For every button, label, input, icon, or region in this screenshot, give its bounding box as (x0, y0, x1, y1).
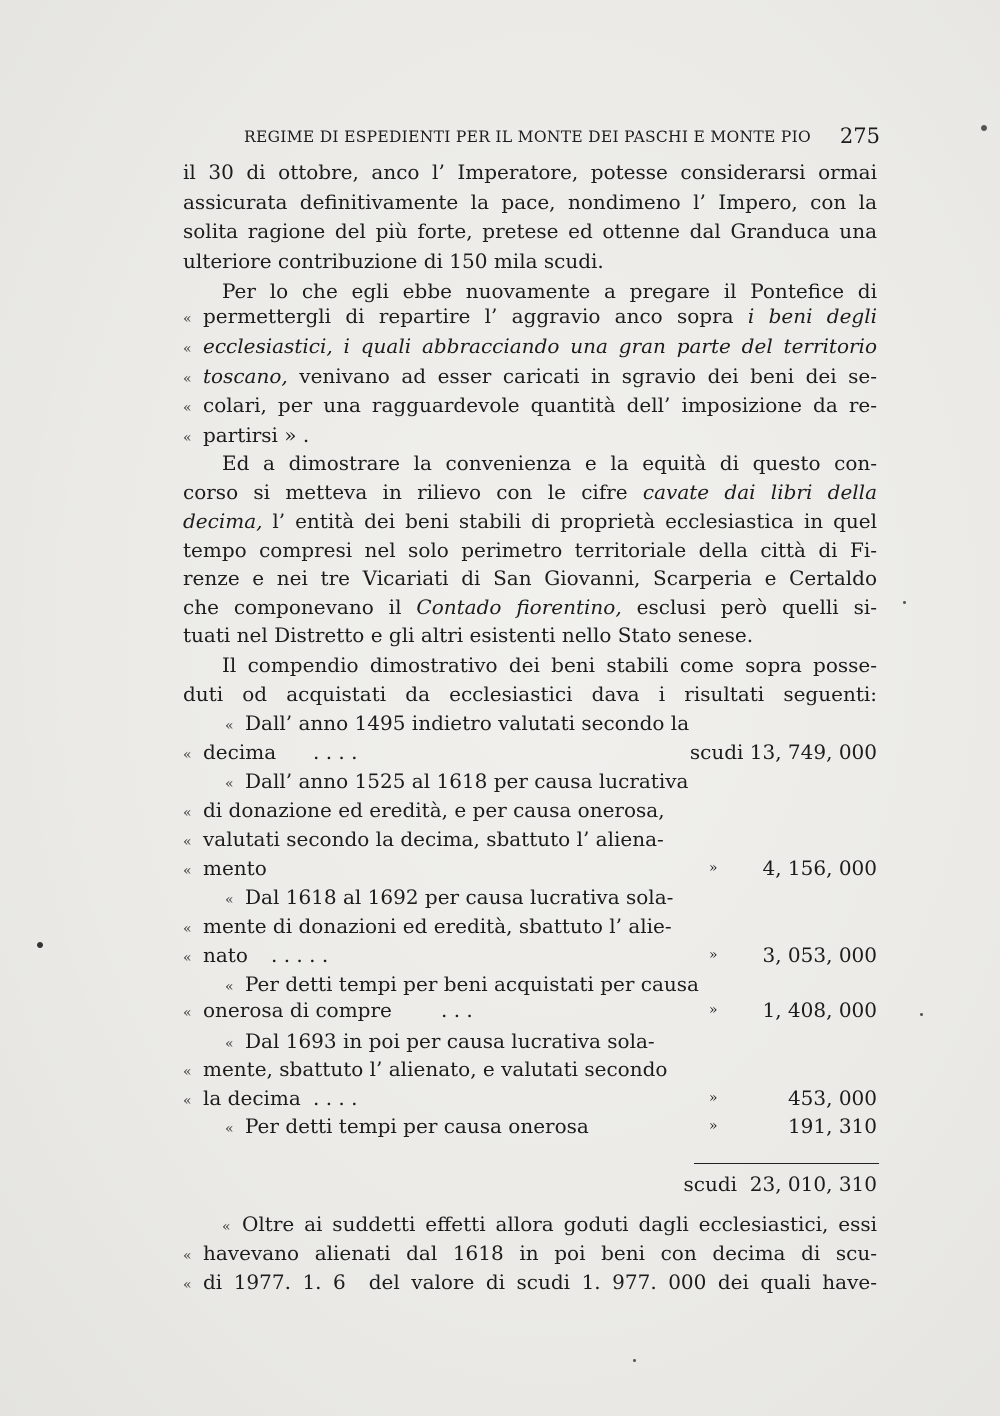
table-row: « decima . . . . scudi 13, 749, 000 (183, 738, 877, 767)
text-line: « colari, per una ragguardevole quantità dell’ imposizione da re- (183, 391, 877, 420)
text-line: duti od acquistati da ecclesiastici dava i risultati seguenti: (183, 682, 877, 706)
value-cell: 191, 310 (787, 1114, 877, 1138)
text-line: che componevano il Contado fiorentino, esclusi però quelli si- (183, 595, 877, 619)
text-line: decima, l’ entità dei beni stabili di proprietà ecclesiastica in quel (183, 509, 877, 533)
value-cell: 3, 053, 000 (762, 943, 877, 967)
total-value: scudi 23, 010, 310 (683, 1172, 877, 1196)
guillemet: « (183, 430, 192, 446)
table-row: « valutati secondo la decima, sbattuto l’ aliena- (183, 825, 877, 854)
text-line: « toscano, venivano ad esser caricati in sgravio dei beni dei se- (183, 362, 877, 391)
page-header (244, 126, 880, 150)
text-line: tuati nel Distretto e gli altri esistenti nello Stato senese. (183, 623, 754, 647)
running-title: REGIME DI ESPEDIENTI PER IL MONTE DEI PASCHI E MONTE PIO (244, 128, 812, 146)
guillemet: « (183, 921, 192, 937)
text-line: « Oltre ai suddetti effetti allora goduti dagli ecclesiastici, essi (222, 1210, 877, 1239)
guillemet: « (183, 1005, 192, 1021)
scan-speck (633, 1359, 636, 1362)
table-row: « mente di donazioni ed eredità, sbattuto l’ alie- (183, 912, 877, 941)
table-row: « Per detti tempi per causa onerosa » 191, 310 (183, 1112, 877, 1141)
total-rule (694, 1163, 879, 1164)
guillemet: « (183, 747, 192, 763)
guillemet: « (183, 1064, 192, 1080)
scan-speck (920, 1013, 923, 1016)
table-row: « nato . . . . . » 3, 053, 000 (183, 941, 877, 970)
close-mark: » (709, 1002, 718, 1018)
table-row: « di donazione ed eredità, e per causa onerosa, (183, 796, 877, 825)
table-row: « Per detti tempi per beni acquistati per causa (183, 970, 877, 999)
table-row: « Dal 1693 in poi per causa lucrativa sola- (183, 1027, 877, 1056)
guillemet: « (222, 1219, 231, 1235)
text-line: assicurata definitivamente la pace, nondimeno l’ Impero, con la (183, 190, 877, 214)
guillemet: « (225, 1121, 234, 1137)
guillemet: « (225, 892, 234, 908)
value-cell: 453, 000 (787, 1086, 877, 1110)
scan-speck (903, 601, 906, 604)
text-line: corso si metteva in rilievo con le cifre cavate dai libri della (183, 480, 877, 504)
value-cell: 4, 156, 000 (762, 856, 877, 880)
text-line: Per lo che egli ebbe nuovamente a pregare il Pontefice di (222, 279, 877, 303)
text-line: ulteriore contribuzione di 150 mila scudi. (183, 249, 604, 273)
guillemet: « (225, 776, 234, 792)
value-cell: 1, 408, 000 (762, 998, 877, 1022)
page-number: 275 (839, 124, 880, 148)
table-row: « la decima . . . . » 453, 000 (183, 1084, 877, 1113)
guillemet: « (183, 1093, 192, 1109)
table-row: « Dall’ anno 1495 indietro valutati secondo la (183, 709, 877, 738)
guillemet: « (225, 979, 234, 995)
value-cell: scudi 13, 749, 000 (689, 740, 877, 764)
text-line: « ecclesiastici, i quali abbracciando una gran parte del territorio (183, 332, 877, 361)
total-row (183, 1170, 877, 1199)
table-row: « Dal 1618 al 1692 per causa lucrativa sola- (183, 883, 877, 912)
leader-dots: . . . . (313, 740, 358, 764)
leader-dots: . . . (441, 998, 473, 1022)
text-line: il 30 di ottobre, anco l’ Imperatore, potesse considerarsi ormai (183, 160, 877, 184)
guillemet: « (183, 400, 192, 416)
table-row: « mente, sbattuto l’ alienato, e valutati secondo (183, 1055, 877, 1084)
text-line: « havevano alienati dal 1618 in poi beni con decima di scu- (183, 1239, 877, 1268)
guillemet: « (183, 834, 192, 850)
leader-dots: . . . . . (271, 943, 329, 967)
text-line: « di 1977. 1. 6 del valore di scudi 1. 977. 000 dei quali have- (183, 1268, 877, 1297)
table-row: « mento » 4, 156, 000 (183, 854, 877, 883)
guillemet: « (183, 1277, 192, 1293)
table-row: « Dall’ anno 1525 al 1618 per causa lucrativa (183, 767, 877, 796)
text-line: Ed a dimostrare la convenienza e la equità di questo con- (222, 451, 877, 475)
guillemet: « (225, 1036, 234, 1052)
guillemet: « (183, 311, 192, 327)
leader-dots: . . . . (313, 1086, 358, 1110)
guillemet: « (183, 371, 192, 387)
text-line: Il compendio dimostrativo dei beni stabili come sopra posse- (222, 653, 877, 677)
guillemet: « (183, 341, 192, 357)
guillemet: « (183, 950, 192, 966)
table-row: « onerosa di compre . . . » 1, 408, 000 (183, 996, 877, 1025)
text-line: solita ragione del più forte, pretese ed ottenne dal Granduca una (183, 219, 877, 243)
guillemet: « (225, 718, 234, 734)
scan-speck (37, 942, 43, 948)
text-line: tempo compresi nel solo perimetro territoriale della città di Fi- (183, 538, 877, 562)
guillemet: « (183, 1248, 192, 1264)
close-mark: » (709, 1118, 718, 1134)
text-line: « partirsi » . (183, 421, 877, 450)
close-mark: » (709, 947, 718, 963)
guillemet: « (183, 805, 192, 821)
close-mark: » (709, 860, 718, 876)
close-mark: » (709, 1090, 718, 1106)
scan-speck (981, 125, 987, 131)
text-line: « permettergli di repartire l’ aggravio anco sopra i beni degli (183, 302, 877, 331)
text-line: renze e nei tre Vicariati di San Giovanni, Scarperia e Certaldo (183, 566, 877, 590)
guillemet: « (183, 863, 192, 879)
